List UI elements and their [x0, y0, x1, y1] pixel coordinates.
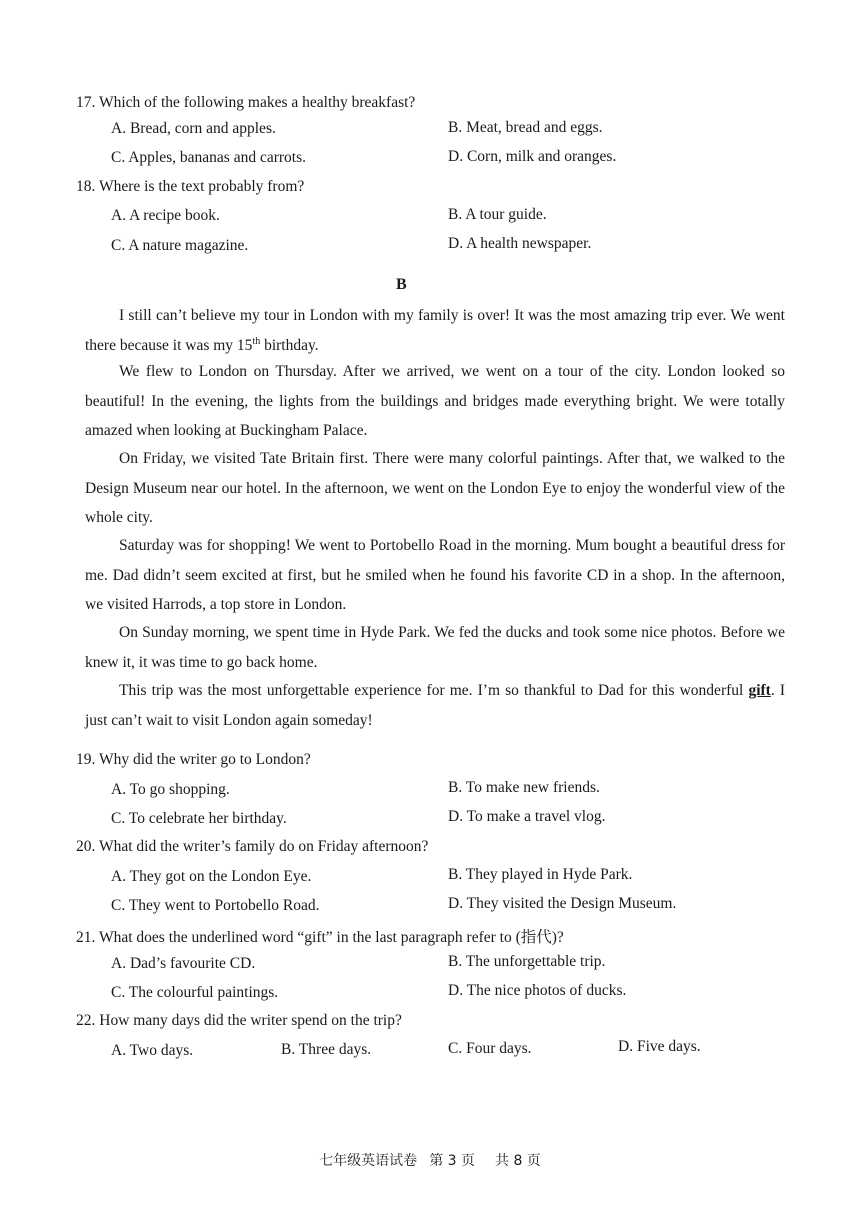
q20-option-b: B. They played in Hyde Park.: [448, 866, 633, 883]
q18-option-d: D. A health newspaper.: [448, 235, 592, 252]
q22-option-a: A. Two days.: [111, 1042, 194, 1059]
question-22: 22. How many days did the writer spend on the trip?: [76, 1012, 402, 1029]
q17-option-d: D. Corn, milk and oranges.: [448, 148, 617, 165]
q19-option-c: C. To celebrate her birthday.: [111, 810, 287, 827]
q21-option-a: A. Dad’s favourite CD.: [111, 955, 256, 972]
passage-paragraph-1: [85, 301, 785, 360]
passage-paragraph-6: [85, 676, 785, 735]
q21-option-b: B. The unforgettable trip.: [448, 953, 606, 970]
passage-paragraph-4: Saturday was for shopping! We went to Portobello Road in the morning. Mum bought a beautiful dress for me. Dad didn’t seem excited at first, but he smiled when he found his favorite CD in a shop. In the afternoon, we visited Harrods, a top store in London.: [85, 537, 785, 613]
footer-total-pages: 共 8 页: [495, 1153, 541, 1169]
q17-option-b: B. Meat, bread and eggs.: [448, 119, 603, 136]
q22-option-b: B. Three days.: [281, 1041, 372, 1058]
q22-option-c: C. Four days.: [448, 1040, 532, 1057]
q19-option-a: A. To go shopping.: [111, 781, 230, 798]
q19-option-b: B. To make new friends.: [448, 779, 600, 796]
q20-option-a: A. They got on the London Eye.: [111, 868, 312, 885]
passage-paragraph-5: On Sunday morning, we spent time in Hyde Park. We fed the ducks and took some nice photos. Before we knew it, it was time to go back home.: [85, 624, 785, 671]
q17-option-c: C. Apples, bananas and carrots.: [111, 149, 306, 166]
section-b-title: B: [396, 276, 407, 293]
footer-exam-name: 七年级英语试卷: [319, 1153, 418, 1169]
q20-option-d: D. They visited the Design Museum.: [448, 895, 677, 912]
q19-option-d: D. To make a travel vlog.: [448, 808, 606, 825]
p1-superscript: th: [252, 335, 261, 347]
passage-paragraph-3: On Friday, we visited Tate Britain first. There were many colorful paintings. After that, we walked to the Design Museum near our hotel. In the afternoon, we went on the London Eye to enjoy the wonderful view of the whole city.: [85, 450, 785, 526]
q18-option-a: A. A recipe book.: [111, 207, 220, 224]
p1-text: I still can’t believe my tour in London with my family is over! It was the most amazing trip ever. We went there because it was my 15: [85, 307, 785, 354]
q21-option-d: D. The nice photos of ducks.: [448, 982, 627, 999]
page-footer: [0, 1150, 860, 1170]
p6-text-end: . I just can’t wait to visit London again someday!: [85, 682, 785, 729]
question-17: 17. Which of the following makes a healthy breakfast?: [76, 94, 416, 111]
underlined-word-gift: gift: [748, 682, 771, 699]
question-20: 20. What did the writer’s family do on Friday afternoon?: [76, 838, 429, 855]
p6-text: This trip was the most unforgettable experience for me. I’m so thankful to Dad for this wonderful: [119, 682, 749, 699]
q18-option-c: C. A nature magazine.: [111, 237, 249, 254]
q17-option-a: A. Bread, corn and apples.: [111, 120, 276, 137]
passage-paragraph-2: We flew to London on Thursday. After we arrived, we went on a tour of the city. London looked so beautiful! In the evening, the lights from the buildings and bridges made everything bright. We were totally amazed when looking at Buckingham Palace.: [85, 363, 785, 439]
p1-text-end: birthday.: [260, 336, 319, 354]
question-21: 21. What does the underlined word “gift” in the last paragraph refer to (指代)?: [76, 929, 564, 946]
question-18: 18. Where is the text probably from?: [76, 178, 305, 195]
q20-option-c: C. They went to Portobello Road.: [111, 897, 320, 914]
footer-page-number: 第 3 页: [429, 1153, 475, 1169]
q18-option-b: B. A tour guide.: [448, 206, 547, 223]
q21-option-c: C. The colourful paintings.: [111, 984, 279, 1001]
question-19: 19. Why did the writer go to London?: [76, 751, 311, 768]
q22-option-d: D. Five days.: [618, 1038, 701, 1055]
